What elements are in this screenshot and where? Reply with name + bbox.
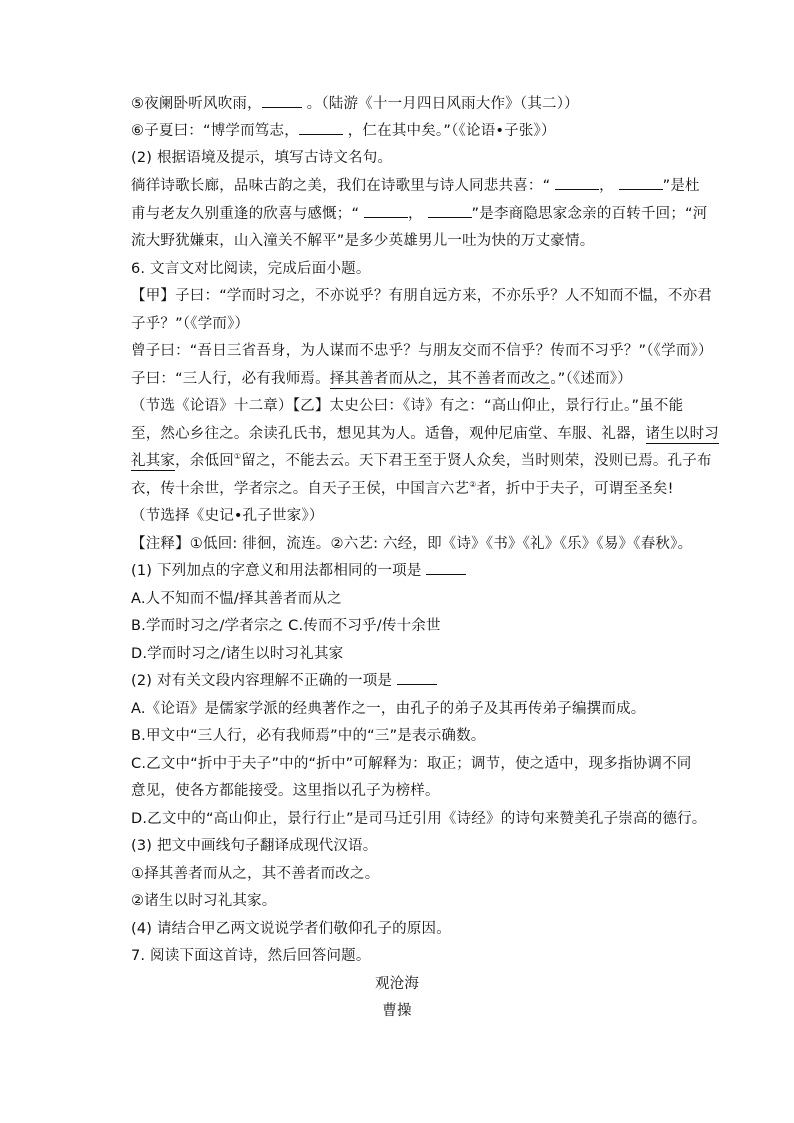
answer-blank[interactable]	[619, 175, 663, 190]
option-b-c[interactable]: B.学而时习之/学者宗之 C.传而不习乎/传十余世	[131, 618, 441, 634]
answer-blank[interactable]	[426, 560, 466, 575]
passage-yi-line: 礼其家，余低回①留之，不能去云。天下君王至于贤人众矣，当时则荣，没则已焉。孔子布	[131, 452, 712, 469]
poem-author: 曹操	[382, 1003, 412, 1019]
annotation-note: 【注释】①低回: 徘徊，流连。②六艺: 六经，即《诗》《书》《礼》《乐》《易》《春秋》。	[131, 536, 693, 552]
option-c-continued[interactable]: 意见，使各方都能接受。这里指以孔子为榜样。	[131, 783, 440, 799]
answer-blank[interactable]	[397, 670, 437, 685]
option-c[interactable]: C.乙文中“折中于夫子”中的“折中”可解释为：取正；调节，使之适中，现多指协调不同	[131, 756, 692, 772]
passage-jia-line: 子曰：“三人行，必有我师焉。择其善者而从之，其不善者而改之。”（《述而》）	[131, 371, 632, 387]
poem-line-6: ⑥子夏曰：“博学而笃志， ，仁在其中矣。”（《论语•子张》）	[131, 118, 721, 145]
sub-question-2: (2) 对有关文段内容理解不正确的一项是	[131, 668, 721, 695]
translation-item: ①择其善者而从之，其不善者而改之。	[131, 866, 380, 882]
answer-blank[interactable]	[555, 175, 599, 190]
passage-source: （节选择《史记•孔子世家》）	[131, 508, 324, 524]
context-paragraph-line: 甫与老友久别重逢的欣喜与感慨；“ ， ”是李商隐思家念亲的百转千回；“河	[131, 201, 721, 228]
underlined-sentence: 礼其家	[131, 453, 176, 469]
poem-line-5: ⑤夜阑卧听风吹雨， 。（陆游《十一月四日风雨大作》（其二））	[131, 91, 721, 118]
context-paragraph-line: 徜徉诗歌长廊，品味古韵之美，我们在诗歌里与诗人同悲共喜：“ ， ”是杜	[131, 173, 721, 200]
sub-question-3: (3) 把文中画线句子翻译成现代汉语。	[131, 838, 378, 854]
option-d[interactable]: D.乙文中的“高山仰止，景行行止”是司马迁引用《诗经》的诗句来赞美孔子崇高的德行。	[131, 811, 707, 827]
option-a[interactable]: A.《论语》是儒家学派的经典著作之一，由孔子的弟子及其再传弟子编撰而成。	[131, 701, 646, 717]
footnote-marker: ②	[469, 480, 477, 490]
question-6-heading: 6. 文言文对比阅读，完成后面小题。	[131, 261, 371, 277]
passage-jia-line: 【甲】子曰：“学而时习之，不亦说乎？有朋自远方来，不亦乐乎？人不知而不愠，不亦君	[131, 288, 713, 304]
option-b[interactable]: B.甲文中“三人行，必有我师焉”中的“三”是表示确数。	[131, 728, 486, 744]
footnote-marker: ①	[233, 452, 242, 462]
answer-blank[interactable]	[364, 203, 408, 218]
sub-question-1: (1) 下列加点的字意义和用法都相同的一项是	[131, 558, 721, 585]
context-paragraph-line: 流大野犹嫌束，山入潼关不解平”是多少英雄男儿一吐为快的万丈豪情。	[131, 233, 595, 249]
option-a[interactable]: A.人不知而不愠/择其善者而从之	[131, 591, 342, 607]
passage-yi-line: 至，然心乡往之。余读孔氏书，想见其为人。适鲁，观仲尼庙堂、车服、礼器，诸生以时习	[131, 426, 719, 442]
passage-yi-line: （节选《论语》十二章）【乙】太史公曰：《诗》有之：“高山仰止，景行行止。”虽不能	[131, 398, 684, 414]
sub-question-4: (4) 请结合甲乙两文说说学者们敬仰孔子的原因。	[131, 921, 451, 937]
poem-title: 观沧海	[374, 976, 420, 992]
passage-jia-line: 曾子曰：“吾日三省吾身，为人谋而不忠乎？与朋友交而不信乎？传而不习乎？”（《学而》）	[131, 343, 713, 359]
passage-jia-line: 子乎？”（《学而》）	[131, 316, 250, 332]
question-7-heading: 7. 阅读下面这首诗，然后回答问题。	[131, 948, 371, 964]
answer-blank[interactable]	[428, 203, 472, 218]
part2-prompt: (2) 根据语境及提示，填写古诗文名句。	[131, 150, 393, 166]
option-d[interactable]: D.学而时习之/诸生以时习礼其家	[131, 646, 344, 662]
passage-yi-line: 衣，传十余世，学者宗之。自天子王侯，中国言六艺②者，折中于夫子，可谓至圣矣!	[131, 480, 674, 497]
answer-blank[interactable]	[299, 120, 343, 135]
translation-item: ②诸生以时习礼其家。	[131, 893, 277, 909]
underlined-sentence: 诸生以时习	[645, 426, 719, 442]
underlined-sentence: 择其善者而从之，其不善者而改之	[329, 371, 551, 387]
answer-blank[interactable]	[262, 93, 302, 108]
